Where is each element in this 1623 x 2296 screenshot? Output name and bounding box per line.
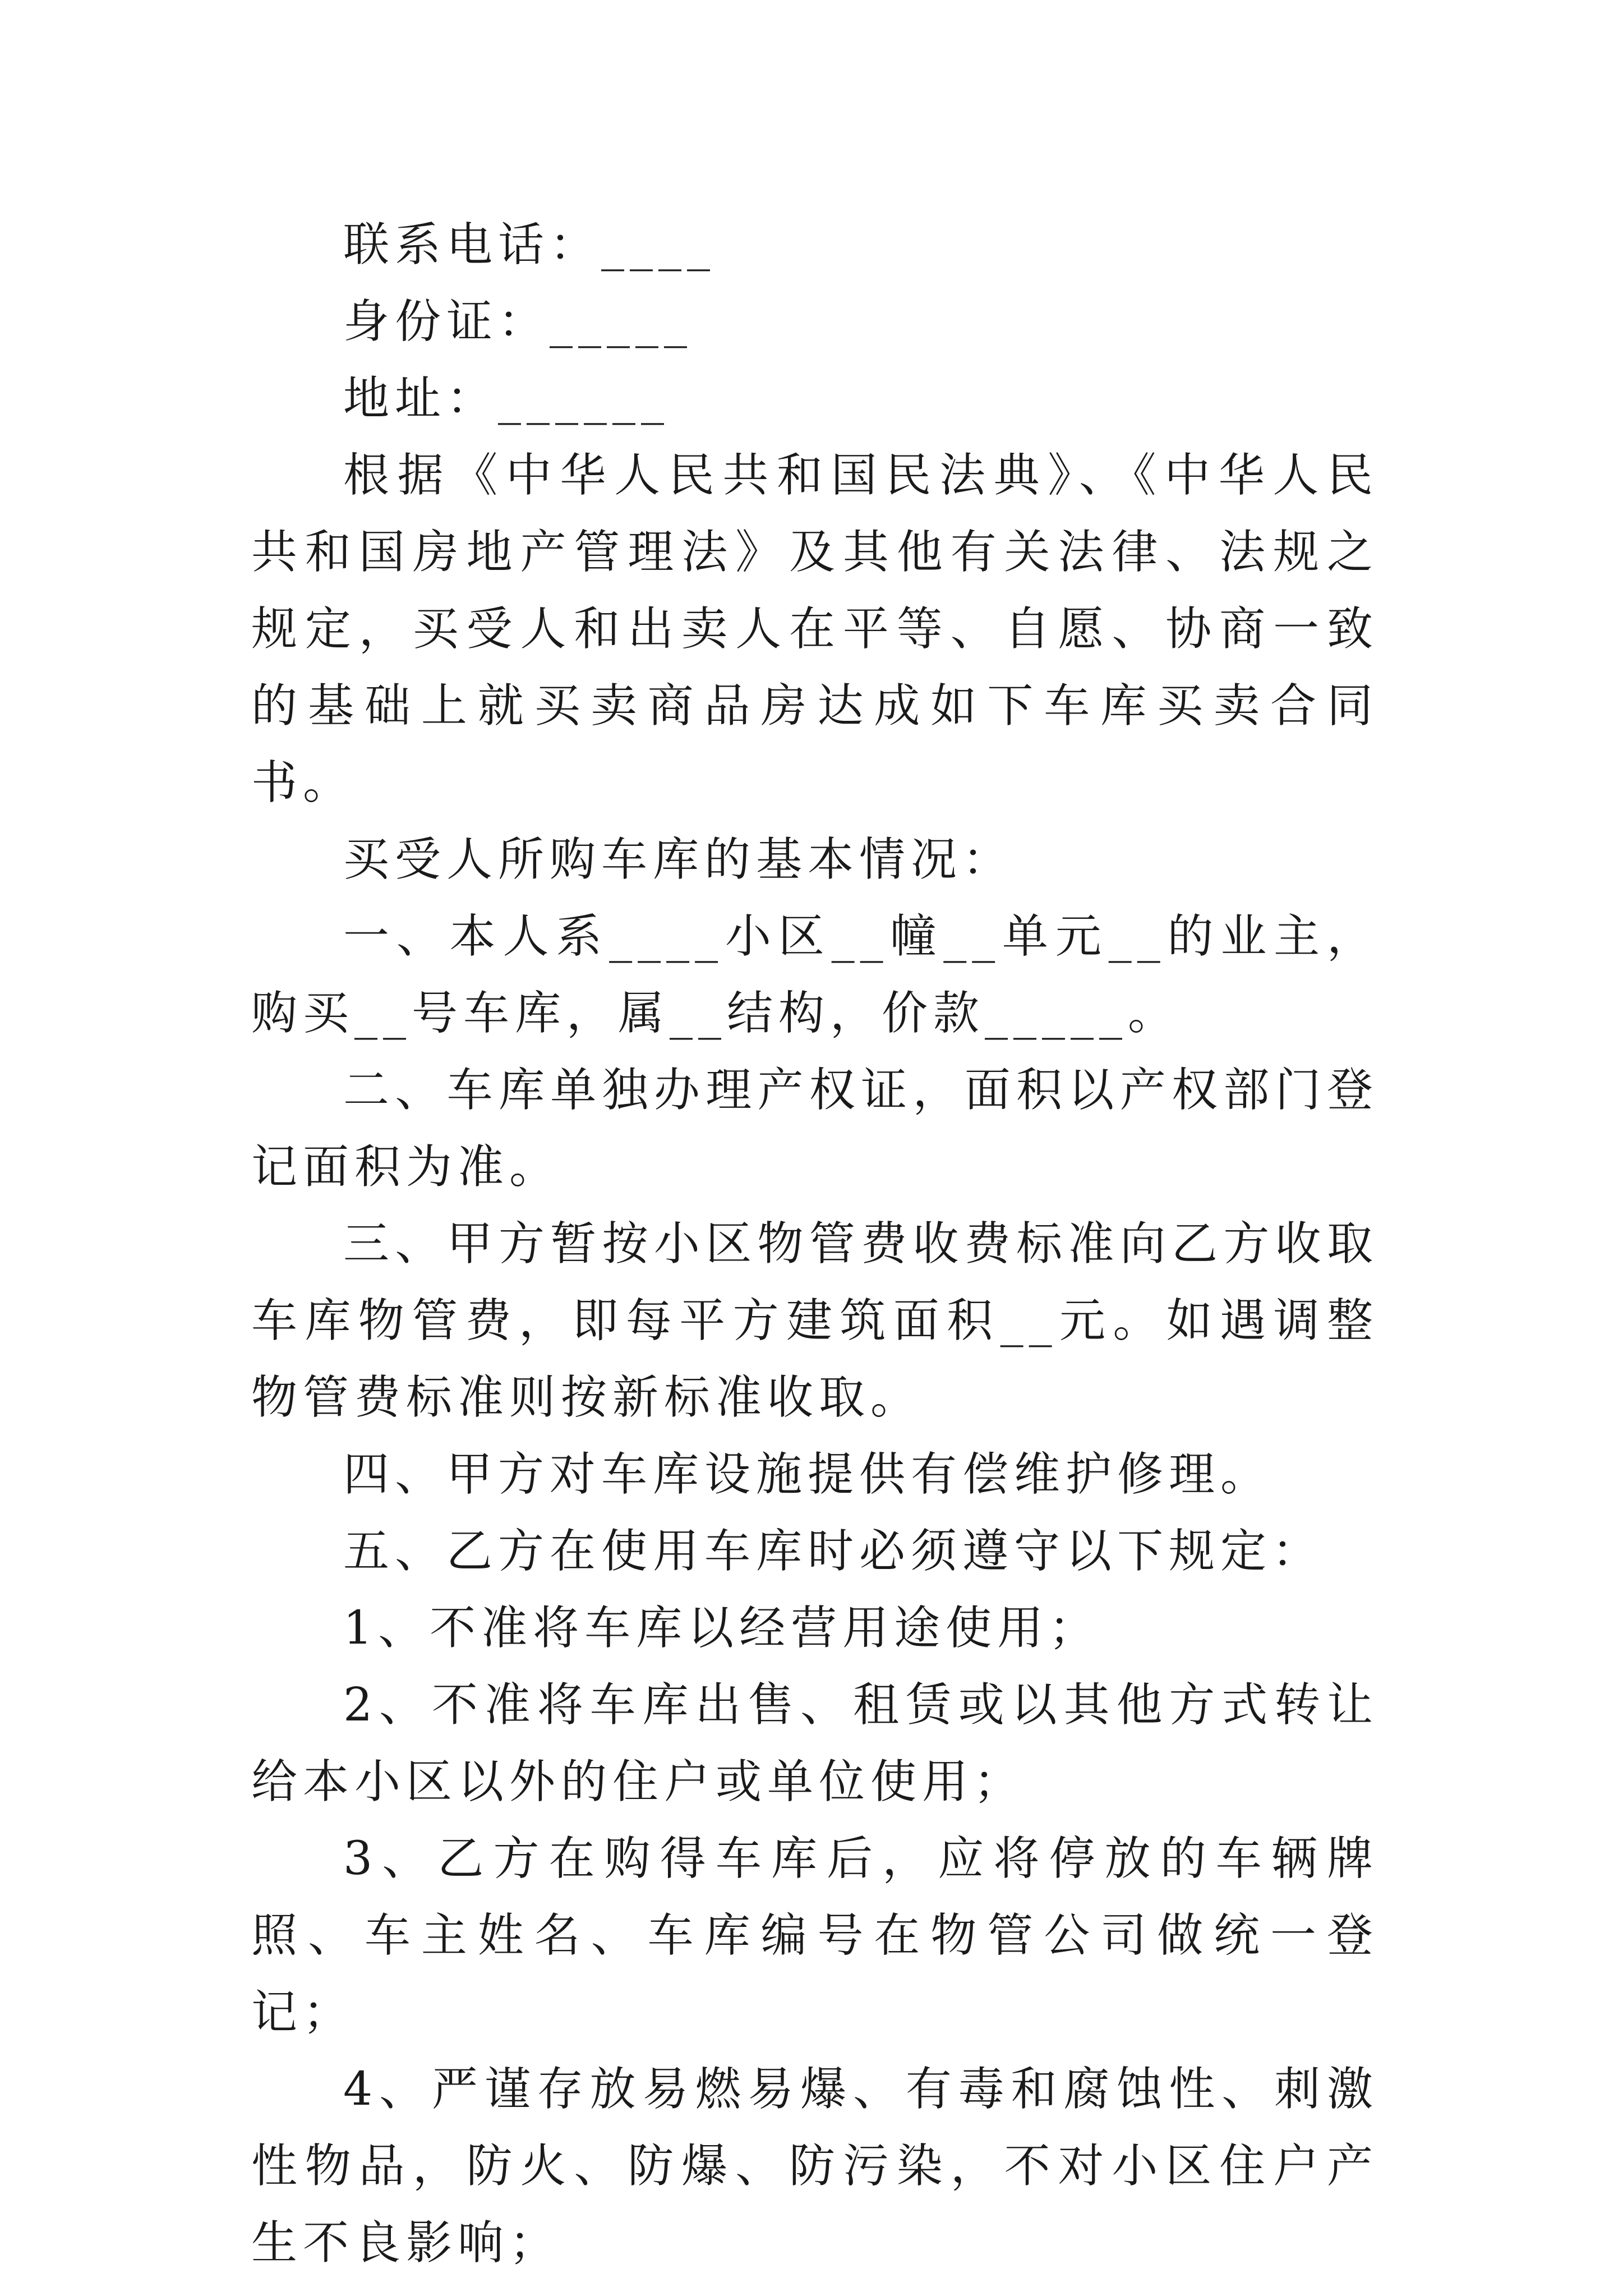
clause-1: 一、本人系____小区__幢__单元__的业主，购买__号车库，属__结构，价款_____。 <box>251 910 1378 1040</box>
address-line: 地址：______ <box>343 372 670 425</box>
id-card-line: 身份证：_____ <box>343 295 693 348</box>
rule-1: 1、不准将车库以经营用途使用； <box>343 1602 1101 1655</box>
clause-5: 五、乙方在使用车库时必须遵守以下规定： <box>343 1525 1324 1578</box>
preamble-paragraph: 根据《中华人民共和国民法典》、《中华人民共和国房地产管理法》及其他有关法律、法规之规定，买受人和出卖人在平等、自愿、协商一致的基础上就买卖商品房达成如下车库买卖合同书。 <box>251 449 1378 809</box>
clause-2: 二、车库单独办理产权证，面积以产权部门登记面积为准。 <box>251 1064 1378 1194</box>
rule-4: 4、严谨存放易燃易爆、有毒和腐蚀性、刺激性物品，防火、防爆、防污染，不对小区住户产生不良影响； <box>251 2063 1378 2270</box>
document-page <box>251 206 1378 2281</box>
clause-4: 四、甲方对车库设施提供有偿维护修理。 <box>343 1448 1272 1501</box>
clause-3: 三、甲方暂按小区物管费收费标准向乙方收取车库物管费，即每平方建筑面积__元。如遇调整物管费标准则按新标准收取。 <box>251 1217 1378 1424</box>
rule-2: 2、不准将车库出售、租赁或以其他方式转让给本小区以外的住户或单位使用； <box>251 1678 1378 1809</box>
rule-3: 3、乙方在购得车库后，应将停放的车辆牌照、车主姓名、车库编号在物管公司做统一登记； <box>251 1832 1378 2039</box>
basic-info-heading: 买受人所购车库的基本情况： <box>343 833 1015 886</box>
contact-phone-line: 联系电话：____ <box>343 218 716 272</box>
